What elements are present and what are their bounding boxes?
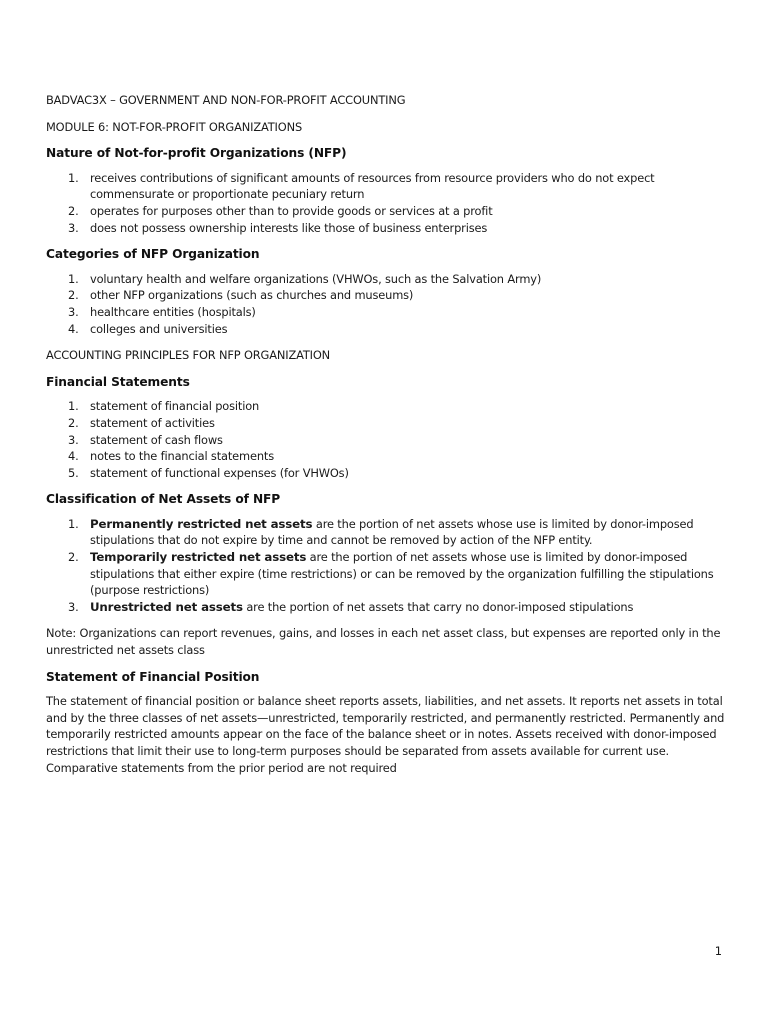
list-item-text: does not possess ownership interests like those of business enterprises: [90, 220, 488, 235]
list-item: [46, 170, 726, 203]
principles-title: ACCOUNTING PRINCIPLES FOR NFP ORGANIZATION: [46, 348, 331, 363]
list-number: 1.: [68, 399, 79, 414]
list-item: [46, 304, 726, 321]
list-number: 3.: [68, 220, 79, 235]
list-number: 5.: [68, 465, 79, 480]
list-number: 2.: [68, 203, 79, 218]
classification-list: [46, 516, 726, 616]
document-page: [46, 92, 726, 786]
list-item-text: operates for purposes other than to provide goods or services at a profit: [90, 203, 493, 218]
list-item-text: statement of functional expenses (for VHWOs): [90, 465, 349, 480]
nature-list: [46, 170, 726, 236]
nature-heading: Nature of Not-for-profit Organizations (NFP): [46, 146, 347, 161]
page-number: 1: [714, 944, 722, 958]
financial-statements-heading: Financial Statements: [46, 374, 190, 389]
list-item-text: are the portion of net assets that carry no donor-imposed stipulations: [242, 599, 634, 614]
categories-list: [46, 271, 726, 337]
list-number: 3.: [68, 599, 79, 614]
term-unrestricted: Unrestricted net assets: [90, 599, 243, 614]
list-number: 1.: [68, 271, 79, 286]
list-item-text: are the portion of net assets whose use is limited by donor-imposed stipulations that do not expire by time and cannot be removed by action of the NFP entity.: [90, 516, 694, 548]
list-item: [46, 220, 726, 237]
list-item-text: statement of cash flows: [90, 432, 223, 447]
list-item-text: colleges and universities: [90, 321, 228, 336]
list-item-text: receives contributions of significant amounts of resources from resource providers who do not expect commensurate or proportionate pecuniary return: [90, 170, 655, 202]
list-item: [46, 398, 726, 415]
list-number: 4.: [68, 321, 79, 336]
list-item-text: statement of financial position: [90, 399, 260, 414]
sfp-heading: Statement of Financial Position: [46, 669, 260, 684]
list-item-text: healthcare entities (hospitals): [90, 304, 256, 319]
list-item: [46, 321, 726, 338]
list-item: [46, 549, 726, 599]
list-item-text: notes to the financial statements: [90, 449, 275, 464]
list-item-text: statement of activities: [90, 415, 215, 430]
list-item: [46, 448, 726, 465]
list-item: [46, 287, 726, 304]
term-permanently-restricted: Permanently restricted net assets: [90, 516, 313, 531]
list-item: [46, 599, 726, 616]
note-paragraph: Note: Organizations can report revenues, gains, and losses in each net asset class, but expenses are reported only in the unrestricted net assets class: [46, 626, 721, 658]
classification-heading: Classification of Net Assets of NFP: [46, 492, 281, 507]
financial-statements-list: [46, 398, 726, 481]
list-number: 4.: [68, 449, 79, 464]
term-temporarily-restricted: Temporarily restricted net assets: [90, 550, 307, 565]
list-item: [46, 203, 726, 220]
list-item: [46, 271, 726, 288]
list-item-text: are the portion of net assets whose use is limited by donor-imposed stipulations that either expire (time restrictions) or can be removed by the organization fulfilling the stipulations (purpose restrictions): [90, 550, 714, 598]
list-number: 2.: [68, 550, 79, 565]
list-number: 2.: [68, 415, 79, 430]
list-item: [46, 516, 726, 549]
categories-heading: Categories of NFP Organization: [46, 247, 260, 262]
course-title: BADVAC3X – GOVERNMENT AND NON-FOR-PROFIT ACCOUNTING: [46, 93, 406, 107]
module-title: MODULE 6: NOT-FOR-PROFIT ORGANIZATIONS: [46, 119, 303, 134]
list-item: [46, 465, 726, 482]
list-item: [46, 415, 726, 432]
list-number: 3.: [68, 304, 79, 319]
list-number: 2.: [68, 288, 79, 303]
list-number: 1.: [68, 170, 79, 185]
list-item-text: voluntary health and welfare organizations (VHWOs, such as the Salvation Army): [90, 271, 542, 286]
list-item: [46, 432, 726, 449]
list-number: 1.: [68, 516, 79, 531]
list-number: 3.: [68, 432, 79, 447]
sfp-paragraph: The statement of financial position or balance sheet reports assets, liabilities, and net assets. It reports net assets in total and by the three classes of net assets—unrestricted, temporarily restricted, and permanently restricted. Permanently and temporarily restricted amounts appear on the face of the balance sheet or in notes. Assets received with donor-imposed restrictions that limit their use to long-term purposes should be separated from assets available for current use. Comparative statements from the prior period are not required: [46, 694, 725, 775]
list-item-text: other NFP organizations (such as churches and museums): [90, 288, 414, 303]
